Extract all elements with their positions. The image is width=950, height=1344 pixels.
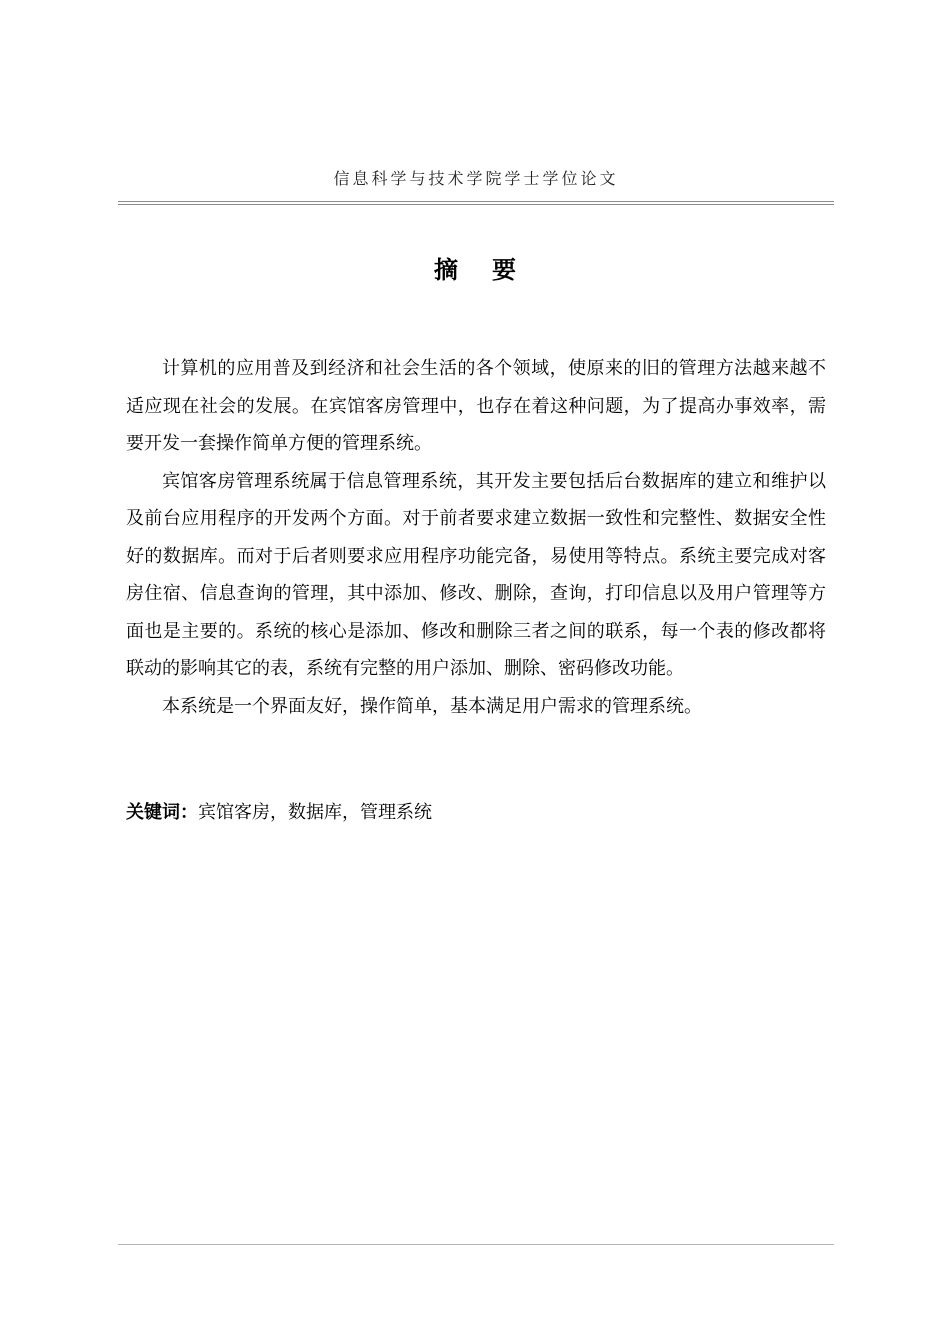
header-rule	[118, 201, 834, 205]
abstract-paragraph-2: 宾馆客房管理系统属于信息管理系统，其开发主要包括后台数据库的建立和维护以及前台应用程序的开发两个方面。对于前者要求建立数据一致性和完整性、数据安全性好的数据库。而对于后者则要求应用程序功能完备，易使用等特点。系统主要完成对客房住宿、信息查询的管理，其中添加、修改、删除，查询，打印信息以及用户管理等方面也是主要的。系统的核心是添加、修改和删除三者之间的联系，每一个表的修改都将联动的影响其它的表，系统有完整的用户添加、删除、密码修改功能。	[126, 470, 826, 679]
footer-rule	[118, 1244, 834, 1245]
running-header: 信息科学与技术学院学士学位论文	[333, 169, 619, 188]
keywords-line	[126, 798, 432, 828]
keywords-label: 关键词：	[126, 802, 198, 823]
page-title: 摘要	[434, 256, 550, 284]
abstract-body	[126, 350, 826, 725]
abstract-paragraph-3: 本系统是一个界面友好，操作简单，基本满足用户需求的管理系统。	[162, 695, 702, 717]
abstract-paragraph-1: 计算机的应用普及到经济和社会生活的各个领域，使原来的旧的管理方法越来越不适应现在社会的发展。在宾馆客房管理中，也存在着这种问题，为了提高办事效率，需要开发一套操作简单方便的管理系统。	[126, 358, 826, 454]
keywords-value: 宾馆客房，数据库，管理系统	[198, 802, 432, 823]
